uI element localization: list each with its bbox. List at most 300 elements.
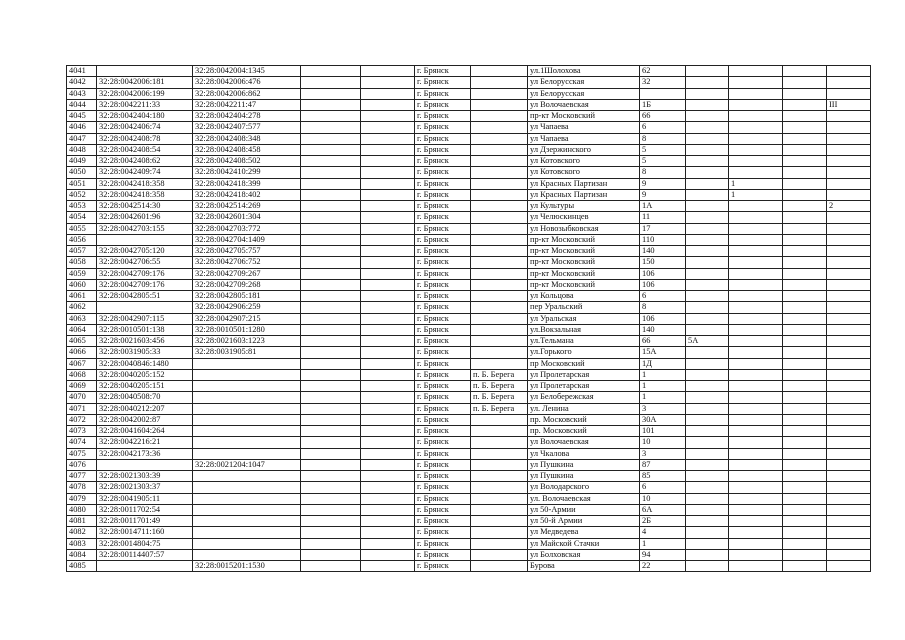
table-row: [67, 561, 871, 572]
cell-row-number: 4062: [67, 302, 97, 313]
cell-col-12: [783, 549, 827, 560]
cell-row-number: 4066: [67, 347, 97, 358]
cell-cadastral-land-number: 32:28:0014711:160: [97, 527, 193, 538]
cell-col-12: [783, 403, 827, 414]
cell-city: г. Брянск: [415, 99, 471, 110]
cell-city: г. Брянск: [415, 347, 471, 358]
cell-col-12: [783, 279, 827, 290]
cell-col-12: [783, 167, 827, 178]
cell-street: ул Пролетарская: [528, 381, 640, 392]
cell-row-number: 4056: [67, 234, 97, 245]
cell-col-12: [783, 156, 827, 167]
cell-house-number: [640, 88, 686, 99]
cell-col-13: [827, 538, 871, 549]
cell-col-11: 1: [729, 189, 783, 200]
cell-col-11: [729, 482, 783, 493]
cell-col-4: [301, 223, 361, 234]
cell-col-5: [361, 324, 415, 335]
cell-row-number: 4083: [67, 538, 97, 549]
cell-col-4: [301, 459, 361, 470]
table-row: [67, 189, 871, 200]
cell-city: г. Брянск: [415, 201, 471, 212]
cell-col-5: [361, 257, 415, 268]
cell-row-number: 4055: [67, 223, 97, 234]
cell-city: г. Брянск: [415, 234, 471, 245]
cell-col-13: [827, 516, 871, 527]
cell-house-number: 66: [640, 336, 686, 347]
cell-col-5: [361, 99, 415, 110]
cell-col-13: [827, 437, 871, 448]
cell-col-11: [729, 313, 783, 324]
cell-city: г. Брянск: [415, 223, 471, 234]
cell-city: г. Брянск: [415, 111, 471, 122]
cell-col-4: [301, 167, 361, 178]
cell-col-5: [361, 189, 415, 200]
cell-cadastral-building-number: [193, 471, 301, 482]
cell-house-number: 66: [640, 111, 686, 122]
cell-house-number: 1: [640, 369, 686, 380]
cell-building-letter: [686, 347, 729, 358]
cell-col-5: [361, 336, 415, 347]
cell-col-11: [729, 156, 783, 167]
cell-col-11: [729, 392, 783, 403]
cell-col-13: [827, 482, 871, 493]
cell-house-number: 17: [640, 223, 686, 234]
cell-col-4: [301, 178, 361, 189]
cell-col-11: [729, 122, 783, 133]
cell-col-12: [783, 201, 827, 212]
cell-row-number: 4080: [67, 504, 97, 515]
cell-street: пр. Московский: [528, 414, 640, 425]
cell-city: г. Брянск: [415, 448, 471, 459]
cell-house-number: 1А: [640, 201, 686, 212]
cell-row-number: 4077: [67, 471, 97, 482]
cell-col-12: [783, 561, 827, 572]
cell-row-number: 4067: [67, 358, 97, 369]
cell-col-12: [783, 66, 827, 77]
cell-city: г. Брянск: [415, 516, 471, 527]
cell-col-13: [827, 279, 871, 290]
cell-col-13: [827, 414, 871, 425]
cell-cadastral-building-number: [193, 538, 301, 549]
table-row: [67, 493, 871, 504]
cell-building-letter: [686, 459, 729, 470]
cell-cadastral-land-number: 32:28:0042211:33: [97, 99, 193, 110]
cell-col-4: [301, 99, 361, 110]
cell-street: ул Майской Стачки: [528, 538, 640, 549]
cell-house-number: 9: [640, 178, 686, 189]
cell-col-13: [827, 459, 871, 470]
cell-col-5: [361, 212, 415, 223]
cell-settlement: [471, 459, 528, 470]
cell-city: г. Брянск: [415, 257, 471, 268]
cell-col-11: [729, 77, 783, 88]
cell-cadastral-land-number: 32:28:0010501:138: [97, 324, 193, 335]
cell-col-5: [361, 516, 415, 527]
cell-city: г. Брянск: [415, 178, 471, 189]
cell-cadastral-land-number: 32:28:0014804:75: [97, 538, 193, 549]
cell-city: г. Брянск: [415, 313, 471, 324]
cell-col-4: [301, 561, 361, 572]
cell-house-number: 1: [640, 392, 686, 403]
cell-settlement: [471, 223, 528, 234]
cell-col-5: [361, 133, 415, 144]
cell-row-number: 4074: [67, 437, 97, 448]
cell-cadastral-land-number: 32:28:0042907:115: [97, 313, 193, 324]
cell-cadastral-building-number: 32:28:0042006:476: [193, 77, 301, 88]
cell-col-5: [361, 156, 415, 167]
cell-col-5: [361, 291, 415, 302]
cell-cadastral-building-number: [193, 414, 301, 425]
cell-cadastral-building-number: 32:28:0042703:772: [193, 223, 301, 234]
cell-col-12: [783, 324, 827, 335]
cell-col-13: [827, 223, 871, 234]
cell-cadastral-building-number: 32:28:0021603:1223: [193, 336, 301, 347]
cell-cadastral-building-number: 32:28:0042514:269: [193, 201, 301, 212]
cell-street: пр-кт Московский: [528, 268, 640, 279]
cell-col-5: [361, 493, 415, 504]
cell-building-letter: [686, 77, 729, 88]
cell-col-13: [827, 549, 871, 560]
cell-col-11: [729, 493, 783, 504]
cell-building-letter: [686, 527, 729, 538]
cell-row-number: 4061: [67, 291, 97, 302]
cell-col-11: [729, 347, 783, 358]
cell-row-number: 4079: [67, 493, 97, 504]
table-row: [67, 88, 871, 99]
cell-cadastral-land-number: 32:28:0042216:21: [97, 437, 193, 448]
cell-col-5: [361, 504, 415, 515]
cell-building-letter: [686, 538, 729, 549]
cell-house-number: 6А: [640, 504, 686, 515]
cell-col-5: [361, 448, 415, 459]
cell-settlement: [471, 302, 528, 313]
cell-col-13: [827, 268, 871, 279]
cell-row-number: 4049: [67, 156, 97, 167]
cell-col-4: [301, 549, 361, 560]
cell-cadastral-land-number: [97, 234, 193, 245]
cell-col-13: [827, 324, 871, 335]
cell-col-13: [827, 88, 871, 99]
cell-col-5: [361, 527, 415, 538]
cell-col-13: [827, 167, 871, 178]
cell-col-12: [783, 504, 827, 515]
cell-city: г. Брянск: [415, 369, 471, 380]
cell-col-11: [729, 336, 783, 347]
cell-col-5: [361, 279, 415, 290]
cell-col-11: [729, 88, 783, 99]
cell-city: г. Брянск: [415, 291, 471, 302]
cell-row-number: 4057: [67, 246, 97, 257]
cell-cadastral-land-number: 32:28:00114407:57: [97, 549, 193, 560]
cell-street: ул Пушкина: [528, 471, 640, 482]
cell-city: г. Брянск: [415, 527, 471, 538]
cell-col-5: [361, 302, 415, 313]
cell-settlement: [471, 549, 528, 560]
cell-house-number: 5: [640, 144, 686, 155]
cell-cadastral-building-number: 32:28:0015201:1530: [193, 561, 301, 572]
cell-col-11: [729, 549, 783, 560]
cell-col-11: [729, 246, 783, 257]
cell-col-13: [827, 358, 871, 369]
cell-building-letter: [686, 493, 729, 504]
cell-street: ул Белорусская: [528, 88, 640, 99]
cell-house-number: 30А: [640, 414, 686, 425]
cell-col-12: [783, 516, 827, 527]
cell-col-4: [301, 448, 361, 459]
cell-col-5: [361, 471, 415, 482]
cell-cadastral-building-number: 32:28:0042418:402: [193, 189, 301, 200]
cell-cadastral-land-number: 32:28:0041604:264: [97, 426, 193, 437]
cell-col-13: [827, 403, 871, 414]
table-row: [67, 167, 871, 178]
cell-cadastral-building-number: [193, 426, 301, 437]
cell-col-11: [729, 381, 783, 392]
cell-row-number: 4070: [67, 392, 97, 403]
cell-col-13: [827, 66, 871, 77]
cell-building-letter: [686, 144, 729, 155]
cell-cadastral-land-number: 32:28:0042006:199: [97, 88, 193, 99]
cell-col-11: [729, 212, 783, 223]
cell-street: ул Пушкина: [528, 459, 640, 470]
cell-settlement: п. Б. Берега: [471, 392, 528, 403]
cell-col-13: [827, 381, 871, 392]
cell-cadastral-land-number: 32:28:0040508:70: [97, 392, 193, 403]
cell-city: г. Брянск: [415, 403, 471, 414]
cell-street: ул Медведева: [528, 527, 640, 538]
cell-cadastral-land-number: 32:28:0021603:456: [97, 336, 193, 347]
table-row: [67, 414, 871, 425]
cell-street: пр-кт Московский: [528, 279, 640, 290]
cell-row-number: 4052: [67, 189, 97, 200]
cell-col-12: [783, 178, 827, 189]
cell-col-12: [783, 88, 827, 99]
cell-building-letter: [686, 504, 729, 515]
cell-row-number: 4051: [67, 178, 97, 189]
cell-cadastral-building-number: 32:28:0042705:757: [193, 246, 301, 257]
cell-cadastral-building-number: 32:28:0042407:577: [193, 122, 301, 133]
cell-street: пр Московский: [528, 358, 640, 369]
cell-house-number: 3: [640, 403, 686, 414]
cell-col-11: [729, 257, 783, 268]
cell-col-13: [827, 178, 871, 189]
cell-col-12: [783, 122, 827, 133]
cell-col-5: [361, 223, 415, 234]
cell-street: ул Болховская: [528, 549, 640, 560]
cell-street: ул Котовского: [528, 156, 640, 167]
cell-house-number: 6: [640, 122, 686, 133]
cell-house-number: 11: [640, 212, 686, 223]
cell-house-number: 6: [640, 482, 686, 493]
cell-row-number: 4044: [67, 99, 97, 110]
cell-settlement: [471, 347, 528, 358]
cell-cadastral-building-number: [193, 392, 301, 403]
cell-cadastral-building-number: [193, 527, 301, 538]
cell-col-5: [361, 561, 415, 572]
cell-street: пр-кт Московский: [528, 234, 640, 245]
cell-building-letter: [686, 313, 729, 324]
cell-col-4: [301, 369, 361, 380]
cell-settlement: [471, 538, 528, 549]
cell-house-number: 9: [640, 189, 686, 200]
cell-cadastral-land-number: 32:28:0011701:49: [97, 516, 193, 527]
cell-building-letter: [686, 88, 729, 99]
cell-street: ул Белобережская: [528, 392, 640, 403]
cell-house-number: 10: [640, 493, 686, 504]
cell-col-4: [301, 493, 361, 504]
cell-building-letter: [686, 448, 729, 459]
cell-cadastral-building-number: 32:28:0042706:752: [193, 257, 301, 268]
cell-col-4: [301, 313, 361, 324]
cell-col-4: [301, 66, 361, 77]
cell-col-11: [729, 516, 783, 527]
cell-col-11: 1: [729, 178, 783, 189]
cell-house-number: 8: [640, 133, 686, 144]
cell-col-4: [301, 279, 361, 290]
cell-street: ул Чапаева: [528, 133, 640, 144]
table-row: [67, 381, 871, 392]
cell-col-11: [729, 133, 783, 144]
cell-cadastral-building-number: 32:28:0042601:304: [193, 212, 301, 223]
cell-row-number: 4041: [67, 66, 97, 77]
cell-building-letter: [686, 381, 729, 392]
cell-city: г. Брянск: [415, 504, 471, 515]
cell-col-12: [783, 302, 827, 313]
cell-settlement: [471, 527, 528, 538]
cell-row-number: 4069: [67, 381, 97, 392]
cell-city: г. Брянск: [415, 561, 471, 572]
cell-cadastral-land-number: 32:28:0040846:1480: [97, 358, 193, 369]
table-row: [67, 369, 871, 380]
cell-house-number: 94: [640, 549, 686, 560]
cell-building-letter: [686, 291, 729, 302]
cell-street: ул Красных Партизан: [528, 178, 640, 189]
cell-col-13: [827, 336, 871, 347]
cell-cadastral-land-number: [97, 561, 193, 572]
cell-col-11: [729, 538, 783, 549]
cell-cadastral-land-number: [97, 302, 193, 313]
cell-row-number: 4053: [67, 201, 97, 212]
cell-row-number: 4063: [67, 313, 97, 324]
cell-cadastral-land-number: 32:28:0040212:207: [97, 403, 193, 414]
cell-settlement: [471, 88, 528, 99]
table-row: [67, 223, 871, 234]
cell-col-5: [361, 414, 415, 425]
cell-settlement: [471, 324, 528, 335]
cell-cadastral-land-number: 32:28:0042709:176: [97, 279, 193, 290]
cell-settlement: [471, 212, 528, 223]
cell-city: г. Брянск: [415, 358, 471, 369]
cell-col-11: [729, 167, 783, 178]
cell-col-12: [783, 527, 827, 538]
cell-street: ул Волочаевская: [528, 437, 640, 448]
cell-row-number: 4081: [67, 516, 97, 527]
cell-cadastral-building-number: 32:28:0042211:47: [193, 99, 301, 110]
cell-building-letter: [686, 437, 729, 448]
cell-settlement: [471, 77, 528, 88]
cell-col-4: [301, 189, 361, 200]
cell-col-12: [783, 234, 827, 245]
cell-street: ул Дзержинского: [528, 144, 640, 155]
cell-cadastral-building-number: 32:28:0031905:81: [193, 347, 301, 358]
cell-col-5: [361, 369, 415, 380]
cell-col-12: [783, 144, 827, 155]
cell-city: г. Брянск: [415, 156, 471, 167]
cell-cadastral-building-number: 32:28:0042907:215: [193, 313, 301, 324]
cell-house-number: 140: [640, 246, 686, 257]
cell-col-4: [301, 133, 361, 144]
cell-col-5: [361, 538, 415, 549]
cell-settlement: п. Б. Берега: [471, 369, 528, 380]
cell-settlement: [471, 471, 528, 482]
table-row: [67, 549, 871, 560]
cell-cadastral-building-number: 32:28:0042906:259: [193, 302, 301, 313]
cell-house-number: 32: [640, 77, 686, 88]
cell-settlement: [471, 426, 528, 437]
cell-cadastral-land-number: 32:28:0011702:54: [97, 504, 193, 515]
cell-house-number: 87: [640, 459, 686, 470]
cell-col-13: [827, 527, 871, 538]
cell-row-number: 4050: [67, 167, 97, 178]
cell-cadastral-building-number: [193, 493, 301, 504]
cell-city: г. Брянск: [415, 279, 471, 290]
cell-cadastral-land-number: 32:28:0040205:152: [97, 369, 193, 380]
cell-col-13: 2: [827, 201, 871, 212]
cell-street: ул Волочаевская: [528, 99, 640, 110]
cell-cadastral-building-number: 32:28:0042709:267: [193, 268, 301, 279]
cell-col-4: [301, 471, 361, 482]
cell-cadastral-building-number: 32:28:0042704:1409: [193, 234, 301, 245]
cell-row-number: 4043: [67, 88, 97, 99]
cell-building-letter: [686, 156, 729, 167]
cell-col-4: [301, 516, 361, 527]
table-row: [67, 538, 871, 549]
cell-building-letter: [686, 189, 729, 200]
cell-building-letter: [686, 246, 729, 257]
cell-row-number: 4046: [67, 122, 97, 133]
cell-settlement: п. Б. Берега: [471, 403, 528, 414]
cell-settlement: [471, 66, 528, 77]
cell-city: г. Брянск: [415, 144, 471, 155]
cell-cadastral-land-number: 32:28:0021303:37: [97, 482, 193, 493]
cell-settlement: [471, 144, 528, 155]
table-row: [67, 212, 871, 223]
cell-cadastral-land-number: 32:28:0042173:36: [97, 448, 193, 459]
cell-settlement: [471, 516, 528, 527]
cell-house-number: 1: [640, 381, 686, 392]
cell-cadastral-building-number: 32:28:0042418:399: [193, 178, 301, 189]
table-row: [67, 291, 871, 302]
table-row: [67, 437, 871, 448]
cell-col-11: [729, 99, 783, 110]
table-row: [67, 426, 871, 437]
cell-cadastral-building-number: 32:28:0042006:862: [193, 88, 301, 99]
cell-col-5: [361, 88, 415, 99]
table-row: [67, 324, 871, 335]
cell-cadastral-building-number: 32:28:0042410:299: [193, 167, 301, 178]
cell-col-13: [827, 448, 871, 459]
cell-col-5: [361, 234, 415, 245]
cell-col-12: [783, 291, 827, 302]
cell-house-number: 110: [640, 234, 686, 245]
cell-street: ул Уральская: [528, 313, 640, 324]
cell-settlement: [471, 437, 528, 448]
cell-cadastral-building-number: 32:28:0042709:268: [193, 279, 301, 290]
cell-col-12: [783, 392, 827, 403]
cell-cadastral-land-number: 32:28:0042408:78: [97, 133, 193, 144]
cell-col-5: [361, 246, 415, 257]
cell-settlement: [471, 291, 528, 302]
